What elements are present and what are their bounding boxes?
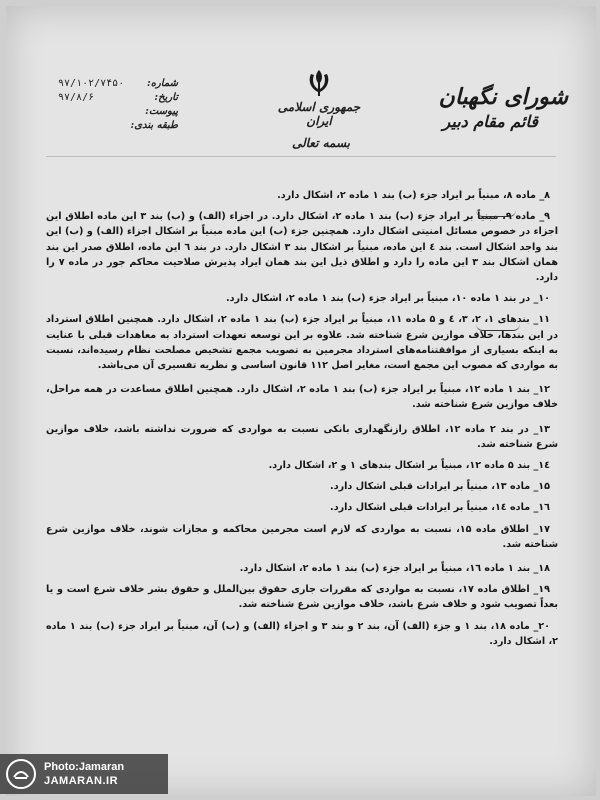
letterhead-center: [264, 68, 374, 128]
clause-paragraph: ۱۰_ در بند ۱ ماده ۱۰، مبنیاً بر ایراد جزء (ب) بند ۱ ماده ۲، اشکال دارد.: [225, 293, 550, 305]
letter-body: [46, 188, 558, 655]
jamaran-logo-icon: [6, 759, 36, 789]
clause-paragraph: ۱٤_ بند ۵ ماده ۱۲، مبنیاً بر اشکال بندهای ۱ و ۲، اشکال دارد.: [268, 460, 550, 472]
photo-watermark: [0, 754, 168, 794]
clause-paragraph: ۱٦_ ماده ۱٤، مبنیاً بر ایرادات قبلی اشکال دارد.: [330, 502, 550, 514]
meta-label: طبقه بندی:: [130, 119, 178, 131]
meta-attachment-row: [58, 104, 178, 118]
meta-date-row: [58, 90, 178, 104]
basmala: بسمه تعالی: [291, 136, 351, 150]
state-name: جمهوری اسلامی ایران: [277, 100, 361, 128]
clause-paragraph: ۱۲_ بند ۱ ماده ۱۲، مبنیاً بر ایراد جزء (ب) بند ۱ ماده ۲، اشکال دارد. همچنین اطلاق مساعدت در همه مراحل، خلاف موازین شرع شناخته شد.: [46, 384, 558, 411]
clause-paragraph: ۱۹_ اطلاق ماده ۱۷، نسبت به مواردی که مقررات جاری حقوق بین‌الملل و حقوق بشر خلاف شرع است و یا بعداً تصویب شود و خلاف شرع باشد، خلاف موازین شرع شناخته شد.: [46, 584, 558, 611]
meta-number-row: [58, 76, 178, 90]
clause-paragraph: ۱۷_ اطلاق ماده ۱۵، نسبت به مواردی که لازم است مجرمین محاکمه و مجازات شوند، خلاف موازین شرع شناخته شد.: [46, 523, 558, 550]
handwritten-check-mark: [476, 210, 516, 217]
handwritten-check-mark: [476, 324, 520, 331]
org-position: قائم مقام دبیر: [442, 112, 538, 131]
meta-value: ۹۷/۸/۶: [58, 91, 95, 103]
clause-paragraph: ۸_ ماده ۸، مبنیاً بر ایراد جزء (ب) بند ۱ ماده ۲، اشکال دارد.: [277, 190, 550, 201]
header-divider: [46, 156, 556, 157]
clause-paragraph: ۱۸_ بند ۱ ماده ۱٦، مبنیاً بر ایراد جزء (ب) بند ۱ ماده ۲، اشکال دارد.: [239, 563, 550, 575]
meta-label: تاریخ:: [154, 91, 178, 103]
letter-meta: [58, 76, 178, 132]
clause-paragraph: ۱۱_ بندهای ۱، ۲، ۳، ٤ و ۵ ماده ۱۱، مبنیاً بر ایراد جزء (ب) بند ۱ ماده ۲، اشکال دارد. همچنین اطلاق استرداد در این بندها، خلاف موازین شرع شناخته شد. علاوه بر این توسعه تعهدات استرداد به معاهدات قبلی با عنایت به اینکه بسیاری از موافقتنامه‌های استرداد مجرمین به تصویب مجمع تشخیص مصلحت نظام رسیده‌اند، نسبت به مواردی که مصوب این مجمع است، مغایر اصل ۱۱۲ قانون اساسی و نظریه تفسیری آن می‌باشد.: [46, 314, 558, 372]
watermark-credit: Photo:Jamaran: [44, 761, 125, 773]
meta-classification-row: [58, 118, 178, 132]
clause-paragraph: ۲۰_ ماده ۱۸، بند ۱ و جزء (الف) آن، بند ۲ و بند ۳ و اجزاء (الف) و (ب) آن، مبنیاً بر ایراد جزء (ب) بند ۱ ماده ۲، اشکال دارد.: [46, 620, 558, 647]
clause-paragraph: ۱۳_ در بند ۲ ماده ۱۲، اطلاق رازنگهداری بانکی نسبت به مواردی که ضرورت نداشته باشد، خلاف موازین شرع شناخته شد.: [46, 423, 558, 450]
meta-label: پیوست:: [145, 105, 178, 117]
document-page: [6, 6, 596, 796]
iran-emblem-icon: [305, 68, 333, 98]
clause-paragraph: ۹_ ماده ۹، مبنیاً بر ایراد جزء (ب) بند ۱ ماده ۲، اشکال دارد. در اجزاء (الف) و (ب) بند ۳ این ماده اطلاق این اجزاء در خصوص مسائل امنیتی اشکال دارد. همچنین جزء (ب) این ماده مبنیاً بر اشکال اجزاء (الف) و (ب) این بند واجد اشکال است. بند ٤ این ماده، مبنیاً بر اشکال بند ۳ اشکال دارد. در بند ٦ این ماده، اطلاق صدر این بند همان اشکال بند ۳ این ماده را دارد و اطلاق ذیل این بند همان ایراد پذیرش صلاحیت محاکم جور در ماده ۷ را دارد.: [46, 211, 559, 284]
meta-value: ۹۷/۱۰۲/۷۴۵۰: [58, 77, 125, 89]
watermark-text: [44, 760, 124, 788]
watermark-site: JAMARAN.IR: [44, 775, 119, 787]
meta-label: شماره:: [147, 77, 178, 89]
organization-title: [418, 84, 568, 131]
clause-paragraph: ۱۵_ ماده ۱۳، مبنیاً بر ایرادات قبلی اشکال دارد.: [330, 481, 550, 493]
org-name: شورای نگهبان: [438, 84, 568, 110]
